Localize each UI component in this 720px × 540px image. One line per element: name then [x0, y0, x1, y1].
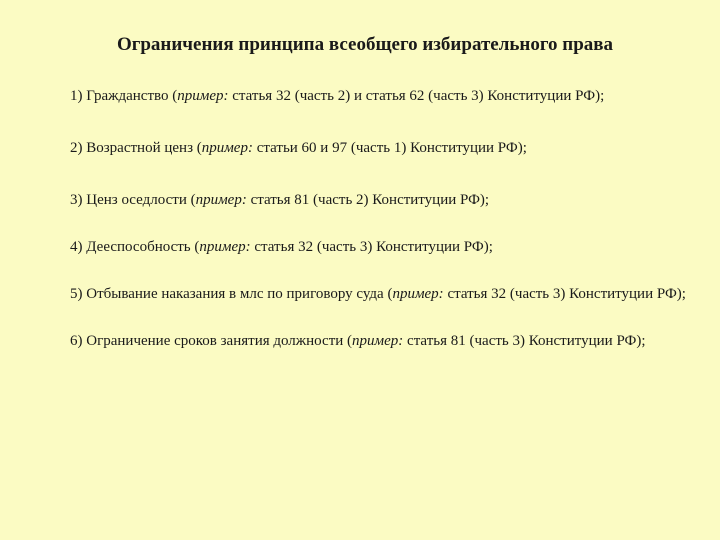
item-reference: статья 32 (часть 3) Конституции РФ);	[250, 239, 493, 255]
example-label: пример:	[392, 286, 444, 302]
list-item-legal-capacity	[70, 237, 690, 258]
list-item-residency-qualification	[70, 190, 690, 211]
item-text: 6) Ограничение сроков занятия должности (	[70, 333, 353, 349]
example-label: пример:	[199, 239, 251, 255]
slide-title: Ограничения принципа всеобщего избирательного права	[116, 34, 614, 55]
item-text: 3) Ценз оседлости (	[70, 192, 196, 208]
example-label: пример:	[195, 192, 247, 208]
list-item-serving-sentence	[70, 284, 690, 305]
restrictions-list	[70, 86, 690, 352]
list-item-age-qualification	[70, 138, 690, 159]
example-label: пример:	[201, 140, 253, 156]
item-reference: статья 81 (часть 2) Конституции РФ);	[246, 192, 490, 208]
example-label: пример:	[177, 88, 229, 104]
item-text: 4) Дееспособность (	[70, 239, 200, 255]
list-item-citizenship	[70, 86, 690, 107]
example-label: пример:	[352, 333, 404, 349]
item-text: 2) Возрастной ценз (	[70, 140, 202, 156]
item-text: 5) Отбывание наказания в млс по приговору суда (	[70, 286, 393, 302]
item-reference: статья 32 (часть 2) и статья 62 (часть 3) Конституции РФ);	[228, 88, 605, 104]
item-reference: статья 81 (часть 3) Конституции РФ);	[403, 333, 646, 349]
item-reference: статьи 60 и 97 (часть 1) Конституции РФ);	[252, 140, 527, 156]
item-reference: статья 32 (часть 3) Конституции РФ);	[443, 286, 686, 302]
list-item-term-limits	[70, 331, 690, 352]
item-text: 1) Гражданство (	[70, 88, 178, 104]
